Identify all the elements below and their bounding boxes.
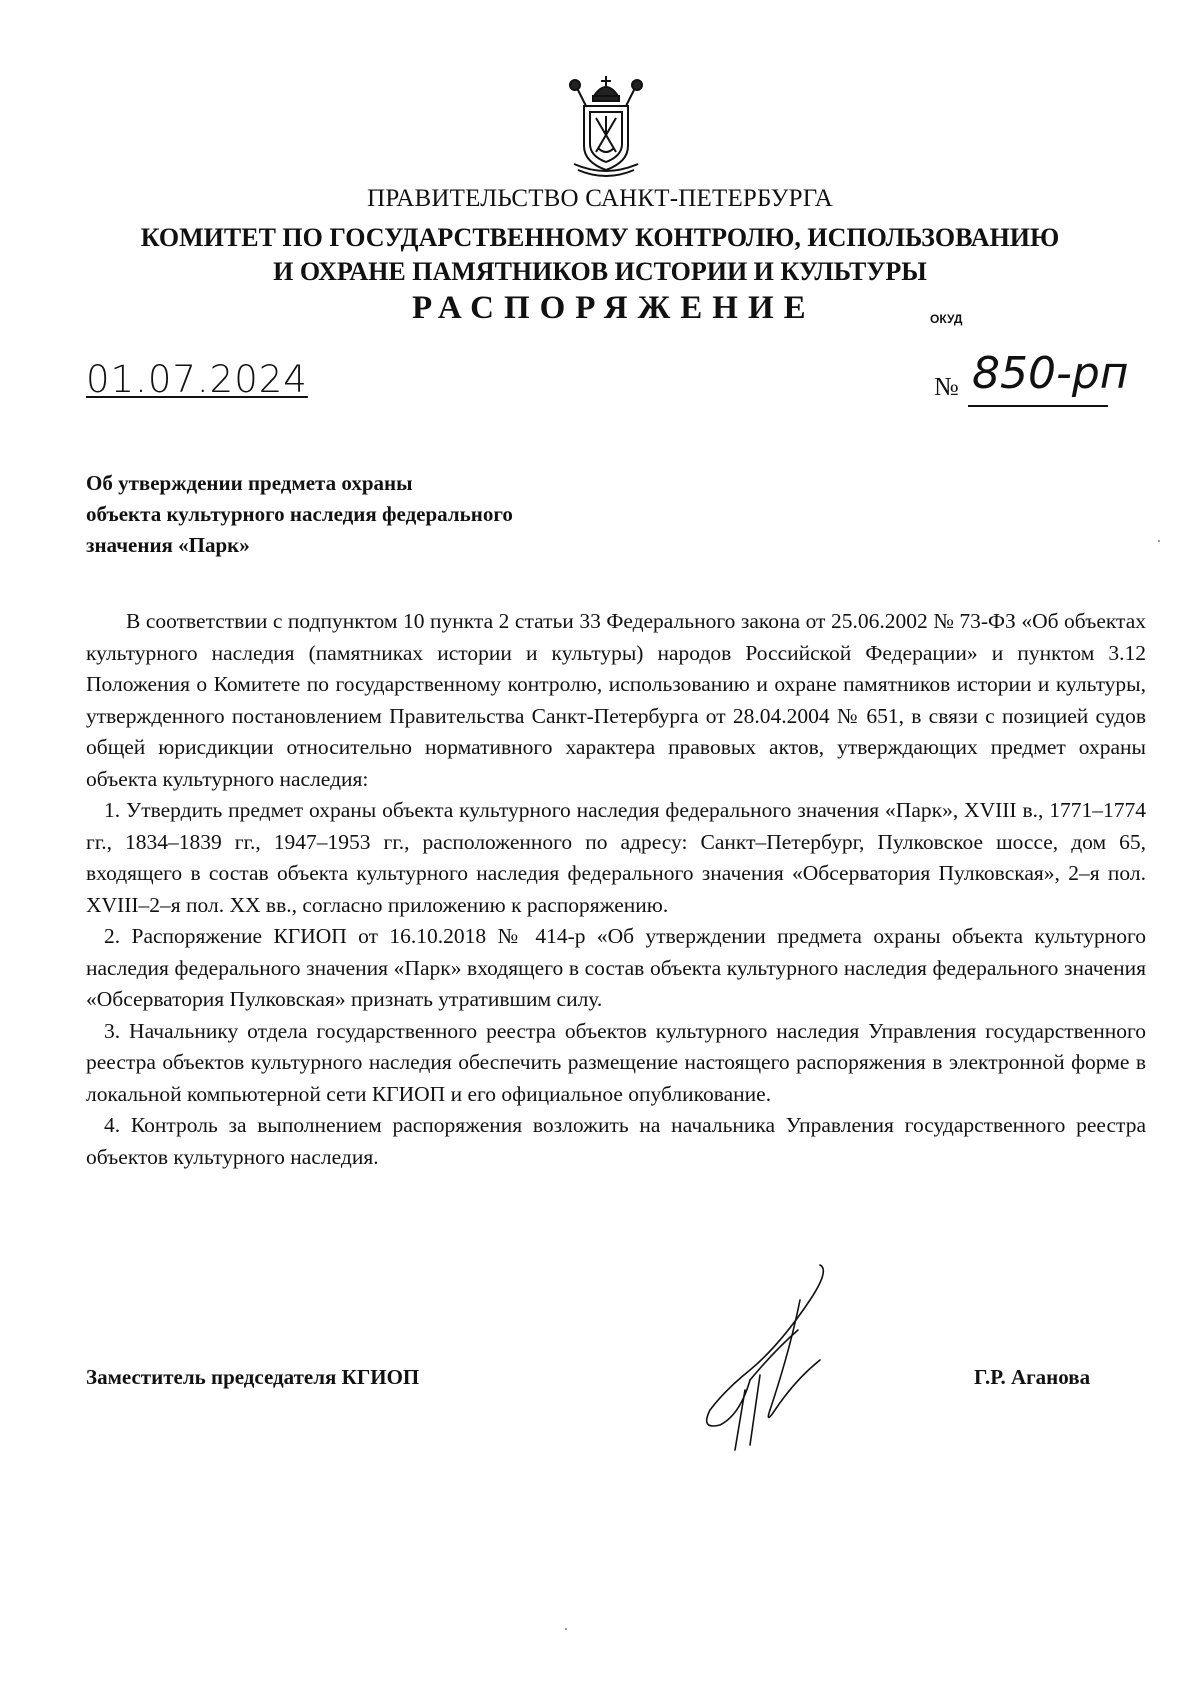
document-date: 01.07.2024: [86, 358, 308, 401]
committee-name-line-1: КОМИТЕТ ПО ГОСУДАРСТВЕННОМУ КОНТРОЛЮ, ИСПОЛЬЗОВАНИЮ: [140, 223, 1060, 252]
document-body: [86, 606, 1146, 1173]
document-subject: [86, 468, 786, 561]
signer-title: Заместитель председателя КГИОП: [86, 1365, 420, 1389]
handwritten-signature-icon: [680, 1260, 880, 1460]
okud-label: ОКУД: [930, 312, 963, 326]
document-type: РАСПОРЯЖЕНИЕ: [412, 290, 816, 326]
coat-of-arms-icon: [564, 74, 648, 180]
government-name: ПРАВИТЕЛЬСТВО САНКТ-ПЕТЕРБУРГА: [367, 185, 833, 212]
committee-name: [0, 221, 1200, 289]
document-number: 850-рп: [972, 348, 1129, 399]
scan-speck: [1158, 540, 1160, 542]
scan-speck: [565, 1628, 567, 1630]
order-item-4: 4. Контроль за выполнением распоряжения возложить на начальника Управления государственного реестра объектов культурного наследия.: [86, 1113, 1146, 1169]
preamble-paragraph: В соответствии с подпунктом 10 пункта 2 статьи 33 Федерального закона от 25.06.2002 № 73-ФЗ «Об объектах культурного наследия (памятниках истории и культуры) народов Российской Федерации» и пунктом 3.12 Положения о Комитете по государственному контролю, использованию и охране памятников истории и культуры, утвержденного постановлением Правительства Санкт-Петербурга от 28.04.2004 № 651, в связи с позицией судов общей юрисдикции относительно нормативного характера правовых актов, утверждающих предмет охраны объекта культурного наследия:: [86, 609, 1146, 791]
number-sign: №: [934, 372, 959, 401]
order-item-2: 2. Распоряжение КГИОП от 16.10.2018 № 414-р «Об утверждении предмета охраны объекта культурного наследия федерального значения «Парк» входящего в состав объекта культурного наследия федерального значения «Обсерватория Пулковская» признать утратившим силу.: [86, 924, 1146, 1011]
number-underline: [968, 405, 1108, 407]
signer-name: Г.Р. Аганова: [974, 1365, 1091, 1389]
subject-line-3: значения «Парк»: [86, 533, 250, 557]
subject-line-2: объекта культурного наследия федерального: [86, 502, 513, 526]
order-item-3: 3. Начальнику отдела государственного реестра объектов культурного наследия Управления государственного реестра объектов культурного наследия обеспечить размещение настоящего распоряжения в электронной форме в локальной компьютерной сети КГИОП и его официальное опубликование.: [86, 1018, 1146, 1106]
order-item-1: 1. Утвердить предмет охраны объекта культурного наследия федерального значения «Парк», XVIII в., 1771–1774 гг., 1834–1839 гг., 1947–1953 гг., расположенного по адресу: Санкт–Петербург, Пулковское шоссе, дом 65, входящего в состав объекта культурного наследия федерального значения «Обсерватория Пулковская», 2–я пол. XVIII–2–я пол. XX вв., согласно приложению к распоряжению.: [86, 798, 1146, 917]
committee-name-line-2: И ОХРАНЕ ПАМЯТНИКОВ ИСТОРИИ И КУЛЬТУРЫ: [273, 257, 927, 286]
subject-line-1: Об утверждении предмета охраны: [86, 471, 413, 495]
